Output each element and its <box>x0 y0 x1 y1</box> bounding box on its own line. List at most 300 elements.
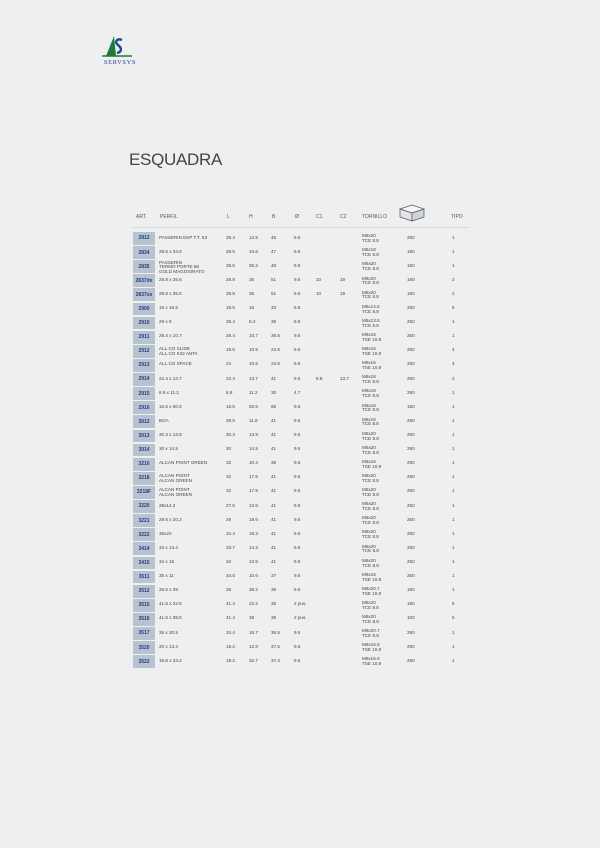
tipo-cell: 2 <box>452 375 455 381</box>
b-cell: 38 <box>271 615 277 621</box>
l-cell: 32 <box>226 474 232 480</box>
b-cell: 41 <box>271 544 277 550</box>
b-cell: 41 <box>271 502 277 508</box>
tipo-cell: 1 <box>452 262 455 268</box>
tornillo-cell: M6x18 <box>362 374 376 380</box>
c1-cell: 8.8 <box>316 375 323 381</box>
table-row <box>0 288 600 302</box>
l-cell: 32 <box>226 488 232 494</box>
qty-cell: 250 <box>407 375 415 381</box>
qty-cell: 150 <box>407 290 415 296</box>
table-row <box>0 472 600 486</box>
tipo-cell: 6 <box>452 305 455 311</box>
tornillo-cell: TCE 8.8 <box>362 618 379 624</box>
tornillo-cell: M6x20 <box>362 430 376 436</box>
h-cell: 19.7 <box>249 629 258 635</box>
perfil-cell: 26.5 x 39 <box>159 587 178 593</box>
header-b: B <box>272 214 276 220</box>
tornillo-cell: M6x20 <box>362 275 376 281</box>
header-art: ART. <box>136 214 147 220</box>
h-cell: 10.6 <box>249 573 258 579</box>
table-row <box>0 274 600 288</box>
b-cell: 30 <box>271 389 277 395</box>
table-row <box>0 246 600 260</box>
qty-cell: 100 <box>407 615 415 621</box>
perfil-cell: 28.4 x 10.7 <box>159 333 182 339</box>
art-code: 2900 <box>133 303 155 316</box>
l-cell: 22.4 <box>226 375 235 381</box>
qty-cell: 250 <box>407 333 415 339</box>
l-cell: 28.4 <box>226 319 235 325</box>
tornillo-cell: TCE 8.8 <box>362 449 379 455</box>
l-cell: 34.4 <box>226 629 235 635</box>
table-row <box>0 415 600 429</box>
perfil-cell: ALCAN POINT GREEN <box>159 460 208 466</box>
tipo-cell: 1 <box>452 446 455 452</box>
table-row <box>0 514 600 528</box>
h-cell: 16 <box>249 305 255 311</box>
tornillo-cell: TCE 8.8 <box>362 280 379 286</box>
box-icon <box>399 204 425 222</box>
tipo-cell: 1 <box>452 573 455 579</box>
diameter-cell: 9.5 <box>294 474 301 480</box>
table-row <box>0 655 600 669</box>
perfil-cell: 41.5 x 22.5 <box>159 601 182 607</box>
tornillo-cell: TCE 8.8 <box>362 520 379 526</box>
tipo-cell: 1 <box>452 587 455 593</box>
b-cell: 38 <box>271 601 277 607</box>
tornillo-cell: TCE 8.8 <box>362 421 379 427</box>
l-cell: 29 <box>226 516 232 522</box>
b-cell: 51 <box>271 276 277 282</box>
tipo-cell: 1 <box>452 502 455 508</box>
tornillo-cell: TCE 8.8 <box>362 604 379 610</box>
tornillo-cell: TCE 8.8 <box>362 633 379 639</box>
perfil-cell: 28x14.2 <box>159 502 176 508</box>
perfil-cell: ALCAN GREEN <box>159 491 192 497</box>
b-cell: 48 <box>271 262 277 268</box>
b-cell: 41 <box>271 375 277 381</box>
b-cell: 36 <box>271 587 277 593</box>
qty-cell: 250 <box>407 319 415 325</box>
l-cell: 33.7 <box>226 544 235 550</box>
h-cell: 10.7 <box>249 333 258 339</box>
perfil-cell: ALCAN GREEN <box>159 477 192 483</box>
diameter-cell: 9.5 <box>294 234 301 240</box>
qty-cell: 250 <box>407 643 415 649</box>
diameter-cell: 9.5 <box>294 629 301 635</box>
tipo-cell: 1 <box>452 403 455 409</box>
perfil-cell: 28.5 x 34.6 <box>159 248 182 254</box>
l-cell: 8.8 <box>226 389 233 395</box>
qty-cell: 250 <box>407 361 415 367</box>
tornillo-cell: M6x16 <box>362 416 376 422</box>
h-cell: 19.3 <box>249 530 258 536</box>
art-code: 3517 <box>133 627 155 640</box>
qty-cell: 250 <box>407 502 415 508</box>
perfil-cell: 19.8 x 33.2 <box>159 657 182 663</box>
qty-cell: 250 <box>407 530 415 536</box>
tornillo-cell: TCE 8.8 <box>362 393 379 399</box>
perfil-cell: 29.6 x 20.2 <box>159 516 182 522</box>
qty-cell: 250 <box>407 629 415 635</box>
diameter-cell: 8.5 <box>294 305 301 311</box>
tornillo-cell: M6x20.7 <box>362 628 380 634</box>
art-code: 2915 <box>133 387 155 400</box>
h-cell: 32.7 <box>249 657 258 663</box>
tipo-cell: 1 <box>452 460 455 466</box>
l-cell: 34.4 <box>226 530 235 536</box>
page-title: ESQUADRA <box>129 150 223 169</box>
diameter-cell: 2 pus. <box>294 601 307 607</box>
header-tipo: TIPO <box>451 214 463 220</box>
b-cell: 41 <box>271 417 277 423</box>
perfil-cell: ALL.CO SPACE <box>159 361 192 367</box>
diameter-cell: 9.5 <box>294 375 301 381</box>
h-cell: 11.8 <box>249 417 258 423</box>
tornillo-cell: M6x20 <box>362 289 376 295</box>
tipo-cell: 1 <box>452 559 455 565</box>
b-cell: 41 <box>271 559 277 565</box>
tipo-cell: 1 <box>452 474 455 480</box>
qty-cell: 250 <box>407 234 415 240</box>
diameter-cell: 9.5 <box>294 290 301 296</box>
brand-name: SERVSYS <box>103 59 137 66</box>
h-cell: 13.7 <box>249 375 258 381</box>
perfil-cell: 34 x 14.4 <box>159 544 178 550</box>
l-cell: 26 <box>226 587 232 593</box>
diameter-cell: 4.7 <box>294 389 301 395</box>
l-cell: 16.5 <box>226 403 235 409</box>
art-code: 2910 <box>133 317 155 330</box>
table-row <box>0 571 600 585</box>
perfil-cell: 35 x 11 <box>159 573 174 579</box>
table-row <box>0 232 600 246</box>
tornillo-cell: M6x14.5 <box>362 303 380 309</box>
tornillo-cell: M6x20.7 <box>362 585 380 591</box>
art-code: 3520 <box>133 641 155 654</box>
h-cell: 19.6 <box>249 516 258 522</box>
art-code: 2835 <box>133 260 155 273</box>
tornillo-cell: M6x20 <box>362 515 376 521</box>
art-code: 3220 <box>133 500 155 513</box>
diameter-cell: 8.5 <box>294 319 301 325</box>
header-tornillo: TORNILLO <box>362 214 387 220</box>
header-diameter: Ø <box>295 214 299 220</box>
table-row <box>0 627 600 641</box>
l-cell: 18.5 <box>226 305 235 311</box>
perfil-cell: 30.3 x 13.9 <box>159 432 182 438</box>
b-cell: 33 <box>271 305 277 311</box>
h-cell: 38.2 <box>249 587 258 593</box>
diameter-cell: 9.5 <box>294 516 301 522</box>
table-row <box>0 331 600 345</box>
tipo-cell: 1 <box>452 629 455 635</box>
tipo-cell: 1 <box>452 544 455 550</box>
table-header <box>0 214 600 226</box>
qty-cell: 250 <box>407 389 415 395</box>
diameter-cell: 9.5 <box>294 530 301 536</box>
qty-cell: 250 <box>407 446 415 452</box>
tornillo-cell: M6x20 <box>362 233 376 239</box>
h-cell: 12.5 <box>249 234 258 240</box>
l-cell: 28.8 <box>226 276 235 282</box>
tornillo-cell: M6x20 <box>362 261 376 267</box>
art-code: 3516 <box>133 613 155 626</box>
qty-cell: 250 <box>407 516 415 522</box>
tornillo-cell: TCE 8.8 <box>362 491 379 497</box>
c2-cell: 13.7 <box>340 375 349 381</box>
perfil-cell: 34 x 15 <box>159 559 175 565</box>
tornillo-cell: TCE 8.8 <box>362 407 379 413</box>
perfil-cell: 41.5 x 38.5 <box>159 615 182 621</box>
table-row <box>0 387 600 401</box>
tipo-cell: 1 <box>452 488 455 494</box>
h-cell: 13.6 <box>249 502 258 508</box>
tipo-cell: 5 <box>452 615 455 621</box>
tornillo-cell: TCE 8.8 <box>362 252 379 258</box>
l-cell: 19.5 <box>226 347 235 353</box>
h-cell: 10.5 <box>249 361 258 367</box>
diameter-cell: 9.5 <box>294 262 301 268</box>
header-divider <box>133 227 469 228</box>
h-cell: 35 <box>249 276 255 282</box>
qty-cell: 250 <box>407 460 415 466</box>
art-code: 3014 <box>133 444 155 457</box>
c2-cell: 19 <box>340 276 346 282</box>
header-h: H <box>249 214 253 220</box>
table-row <box>0 317 600 331</box>
qty-cell: 150 <box>407 587 415 593</box>
l-cell: 28.8 <box>226 290 235 296</box>
art-code: 2912 <box>133 345 155 358</box>
b-cell: 37.4 <box>271 657 280 663</box>
table-row <box>0 528 600 542</box>
l-cell: 29.4 <box>226 234 235 240</box>
diameter-cell: 9.5 <box>294 417 301 423</box>
tornillo-cell: M6x18 <box>362 402 376 408</box>
diameter-cell: 9.5 <box>294 587 301 593</box>
table-row <box>0 345 600 359</box>
diameter-cell: 2 pus. <box>294 615 307 621</box>
table-row <box>0 359 600 373</box>
l-cell: 29.5 <box>226 417 235 423</box>
tornillo-cell: TCE 8.8 <box>362 506 379 512</box>
h-cell: 11.2 <box>249 389 258 395</box>
b-cell: 24.5 <box>271 361 280 367</box>
tipo-cell: 4 <box>452 347 455 353</box>
diameter-cell: 9.5 <box>294 446 301 452</box>
tornillo-cell: M6x16.5 <box>362 656 380 662</box>
tornillo-cell: TCE 8.8 <box>362 238 379 243</box>
tornillo-cell: M6x16.5 <box>362 642 380 648</box>
table-row <box>0 430 600 444</box>
diameter-cell: 9.5 <box>294 432 301 438</box>
tornillo-cell: M6x16 <box>362 346 376 352</box>
b-cell: 41 <box>271 432 277 438</box>
tipo-cell: 1 <box>452 234 455 240</box>
diameter-cell: 9.5 <box>294 573 301 579</box>
l-cell: 19.2 <box>226 643 235 649</box>
l-cell: 28.4 <box>226 333 235 339</box>
b-cell: 36.5 <box>271 333 280 339</box>
qty-cell: 250 <box>407 488 415 494</box>
table-row <box>0 599 600 613</box>
l-cell: 30.3 <box>226 432 235 438</box>
tornillo-cell: TSE 10.9 <box>362 590 382 596</box>
tipo-cell: 5 <box>452 601 455 607</box>
l-cell: 28.5 <box>226 248 235 254</box>
perfil-cell: ALCAN POINT <box>159 487 190 493</box>
art-code: 2913 <box>133 359 155 372</box>
h-cell: 8.4 <box>249 319 256 325</box>
perfil-cell: 19 x 16.5 <box>159 305 178 311</box>
diameter-cell: 9.5 <box>294 544 301 550</box>
b-cell: 41 <box>271 446 277 452</box>
qty-cell: 250 <box>407 657 415 663</box>
header-perfil: PERFIL <box>160 214 178 220</box>
tornillo-cell: M6x20 <box>362 473 376 479</box>
art-code: 3218F <box>133 486 155 499</box>
tornillo-cell: TSE 10.9 <box>362 364 382 370</box>
tornillo-cell: M6x16 <box>362 458 376 464</box>
diameter-cell: 9.5 <box>294 643 301 649</box>
tipo-cell: 2 <box>452 276 455 282</box>
qty-cell: 150 <box>407 403 415 409</box>
perfil-cell: TERMO PORTE 68 <box>159 264 199 270</box>
tipo-cell: 1 <box>452 333 455 339</box>
b-cell: 37.5 <box>271 643 280 649</box>
diameter-cell: 9.5 <box>294 248 301 254</box>
perfil-cell: 16.5 x 50.5 <box>159 403 182 409</box>
tornillo-cell: TSE 10.9 <box>362 661 382 667</box>
perfil-cell: 28.8 x 35.5 <box>159 290 182 296</box>
b-cell: 41 <box>271 516 277 522</box>
tornillo-cell: TCE 8.8 <box>362 562 379 568</box>
b-cell: 41 <box>271 474 277 480</box>
tipo-cell: 1 <box>452 319 455 325</box>
h-cell: 14.3 <box>249 544 258 550</box>
l-cell: 19.2 <box>226 657 235 663</box>
perfil-cell: ALL.CO K32 ANTA <box>159 350 198 356</box>
h-cell: 34.6 <box>249 248 258 254</box>
logo-mark-icon <box>92 34 148 60</box>
h-cell: 50.5 <box>249 403 258 409</box>
art-code: 3511 <box>133 571 155 584</box>
tornillo-cell: TSE 10.9 <box>362 647 382 653</box>
tornillo-cell: TSE 10.9 <box>362 350 382 356</box>
art-code: 3218 <box>133 472 155 485</box>
b-cell: 41 <box>271 488 277 494</box>
l-cell: 41.4 <box>226 601 235 607</box>
tornillo-cell: M6x20 <box>362 600 376 606</box>
qty-cell: 150 <box>407 601 415 607</box>
diameter-cell: 9.5 <box>294 657 301 663</box>
tornillo-cell: TCE 8.8 <box>362 435 379 441</box>
b-cell: 47 <box>271 248 277 254</box>
tipo-cell: 1 <box>452 389 455 395</box>
tornillo-cell: TCE 8.8 <box>362 308 379 314</box>
l-cell: 41.4 <box>226 615 235 621</box>
perfil-cell: 8.8 x 11.2 <box>159 389 179 395</box>
art-code: 2916 <box>133 401 155 414</box>
perfil-cell: 28.8 x 35.5 <box>159 276 182 282</box>
tornillo-cell: M6x20 <box>362 444 376 450</box>
qty-cell: 250 <box>407 474 415 480</box>
tornillo-cell: TSE 10.9 <box>362 336 382 342</box>
art-code: 3522 <box>133 655 155 668</box>
diameter-cell: 9.5 <box>294 403 301 409</box>
perfil-cell: BGA <box>159 417 169 423</box>
b-cell: 37 <box>271 573 277 579</box>
perfil-cell: ALL.CO SLIDE <box>159 346 190 352</box>
art-code: 3012 <box>133 415 155 428</box>
tornillo-cell: M6x20 <box>362 557 376 563</box>
perfil-cell: PASSERIN EKP T.T. 53 <box>159 234 207 240</box>
table-row <box>0 542 600 556</box>
art-code: 2834 <box>133 246 155 259</box>
perfil-cell: 35 x 20.5 <box>159 629 178 635</box>
h-cell: 10.4 <box>249 460 258 466</box>
table-row <box>0 500 600 514</box>
l-cell: 24 <box>226 361 232 367</box>
l-cell: 30 <box>226 446 232 452</box>
tornillo-cell: TCE 8.8 <box>362 294 379 300</box>
servsys-logo <box>92 34 148 70</box>
b-cell: 51 <box>271 290 277 296</box>
art-code: 2914 <box>133 373 155 386</box>
qty-cell: 250 <box>407 305 415 311</box>
qty-cell: 150 <box>407 248 415 254</box>
h-cell: 13.5 <box>249 559 258 565</box>
tornillo-cell: M6x20 <box>362 614 376 620</box>
tornillo-cell: M6x16 <box>362 360 376 366</box>
h-cell: 38 <box>249 615 255 621</box>
header-l: L <box>227 214 230 220</box>
b-cell: 24.5 <box>271 347 280 353</box>
qty-cell: 150 <box>407 276 415 282</box>
tipo-cell: 1 <box>452 417 455 423</box>
art-code: 3515 <box>133 599 155 612</box>
art-code: 2911 <box>133 331 155 344</box>
tornillo-cell: M6x18 <box>362 247 376 253</box>
tipo-cell: 1 <box>452 643 455 649</box>
tornillo-cell: M6x16 <box>362 571 376 577</box>
b-cell: 65 <box>271 403 277 409</box>
product-table <box>0 232 600 669</box>
diameter-cell: 9.5 <box>294 333 301 339</box>
h-cell: 12.8 <box>249 643 258 649</box>
art-code: 2812 <box>133 232 155 245</box>
diameter-cell: 9.5 <box>294 460 301 466</box>
qty-cell: 150 <box>407 262 415 268</box>
perfil-cell: PASSERIN <box>159 260 182 266</box>
tipo-cell: 1 <box>452 516 455 522</box>
perfil-cell: 30 x 14.5 <box>159 446 178 452</box>
art-code: 3210 <box>133 458 155 471</box>
b-cell: 41 <box>271 530 277 536</box>
h-cell: 17.5 <box>249 488 258 494</box>
tipo-cell: 1 <box>452 432 455 438</box>
h-cell: 35.2 <box>249 262 258 268</box>
art-code: 3221 <box>133 514 155 527</box>
c1-cell: 10 <box>316 290 322 296</box>
header-c1: C1 <box>316 214 323 220</box>
table-row <box>0 486 600 500</box>
tornillo-cell: TCE 8.8 <box>362 266 379 272</box>
tipo-cell: 2 <box>452 290 455 296</box>
perfil-cell: GOLD MAGGIORATO <box>159 268 205 274</box>
